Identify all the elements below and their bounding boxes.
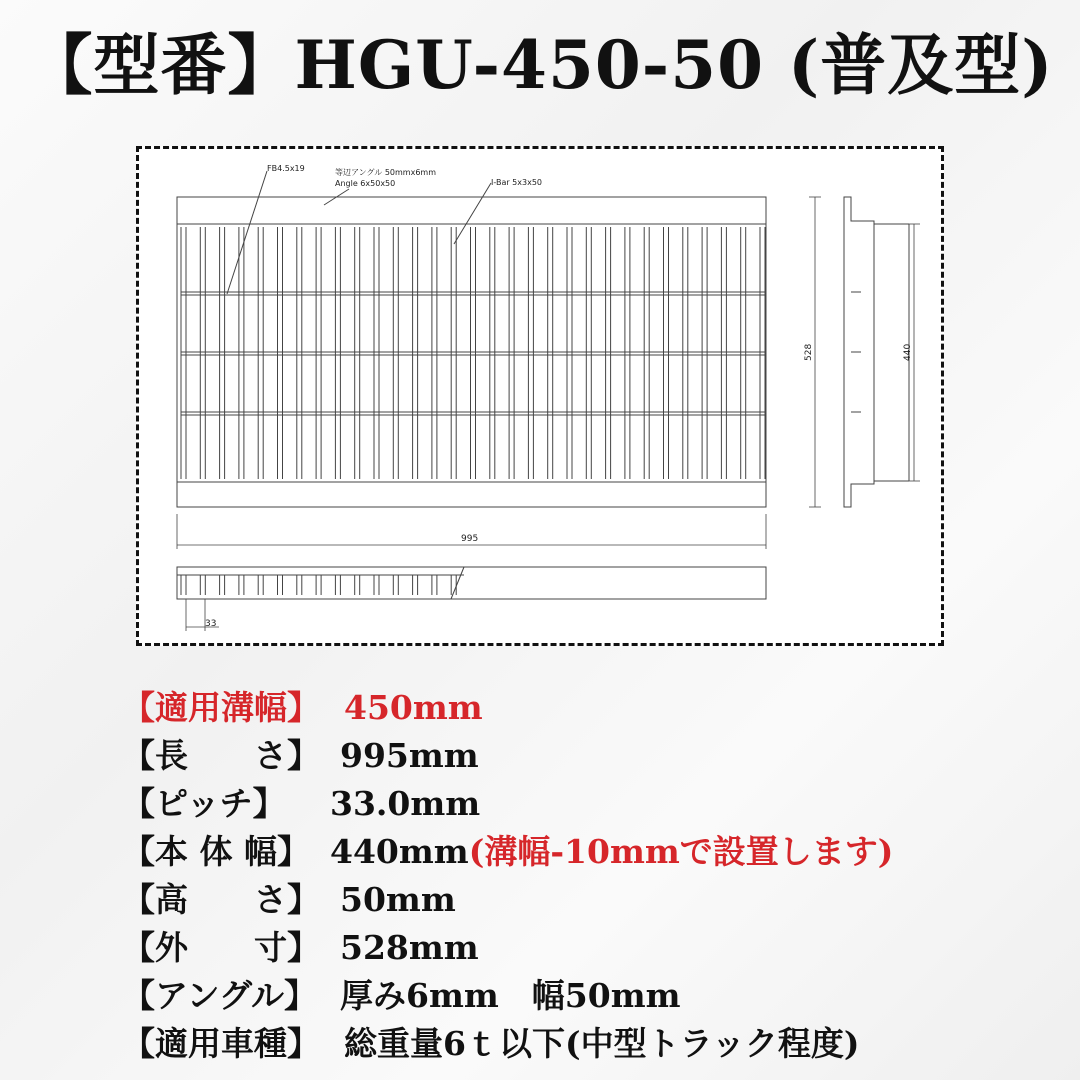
side-section-view bbox=[844, 197, 909, 507]
front-break-line bbox=[451, 567, 464, 599]
front-bar-section bbox=[200, 575, 205, 595]
front-bar-section bbox=[374, 575, 379, 595]
front-bar-section bbox=[432, 575, 437, 595]
spec-value-outer: 528mm bbox=[340, 928, 479, 967]
dim-body-label: 440 bbox=[903, 343, 913, 361]
front-bar-section bbox=[297, 575, 302, 595]
front-profile-view bbox=[177, 567, 766, 599]
front-bar-section bbox=[316, 575, 321, 595]
spec-label-angle: 【アングル】 bbox=[122, 976, 318, 1015]
dimension-lines bbox=[177, 197, 920, 631]
front-bar-section bbox=[220, 575, 225, 595]
page-title: 【型番】HGU-450-50 (普及型) bbox=[26, 26, 1054, 104]
spec-value-length: 995mm bbox=[340, 736, 479, 775]
spec-label-length: 【長 さ】 bbox=[122, 736, 320, 775]
spec-note-body: (溝幅-10mmで設置します) bbox=[468, 832, 894, 871]
front-bar-section bbox=[335, 575, 340, 595]
dim-outer-label: 528 bbox=[804, 343, 814, 361]
spec-value-width: 450mm bbox=[344, 688, 483, 727]
callout-fb-leader bbox=[227, 171, 267, 294]
spec-label-body: 【本 体 幅】 bbox=[122, 832, 310, 871]
callout-fb-label: FB4.5x19 bbox=[267, 164, 305, 173]
dim-length-label: 995 bbox=[461, 534, 479, 544]
spec-label-outer: 【外 寸】 bbox=[122, 928, 320, 967]
callout-angle-en-label: Angle 6x50x50 bbox=[335, 179, 396, 188]
front-bar-section bbox=[278, 575, 283, 595]
callout-angle-ja-label: 等辺アングル 50mmx6mm bbox=[335, 168, 436, 177]
dim-pitch-label: 33 bbox=[205, 619, 217, 629]
spec-value-height: 50mm bbox=[340, 880, 456, 919]
front-bar-section bbox=[393, 575, 398, 595]
front-outer-profile bbox=[177, 567, 766, 599]
front-bar-section bbox=[413, 575, 418, 595]
drawing-canvas bbox=[139, 149, 941, 643]
front-bar-section bbox=[239, 575, 244, 595]
spec-value-pitch: 33.0mm bbox=[330, 784, 481, 823]
front-bar-section bbox=[181, 575, 186, 595]
spec-value-vehicle: 総重量6ｔ以下(中型トラック程度) bbox=[344, 1024, 860, 1063]
front-bar-section bbox=[258, 575, 263, 595]
callout-ibar-label: I-Bar 5x3x50 bbox=[491, 178, 543, 187]
spec-label-width: 【適用溝幅】 bbox=[122, 688, 320, 727]
spec-label-pitch: 【ピッチ】 bbox=[122, 784, 286, 823]
front-bar-section bbox=[355, 575, 360, 595]
spec-label-vehicle: 【適用車種】 bbox=[122, 1024, 320, 1063]
spec-value-angle: 厚み6mm 幅50mm bbox=[340, 976, 681, 1015]
spec-value-body: 440mm bbox=[330, 832, 469, 871]
callout-ibar-leader bbox=[454, 183, 491, 244]
technical-drawing bbox=[136, 146, 944, 646]
plan-view-grating bbox=[177, 171, 766, 507]
spec-label-height: 【高 さ】 bbox=[122, 880, 320, 919]
